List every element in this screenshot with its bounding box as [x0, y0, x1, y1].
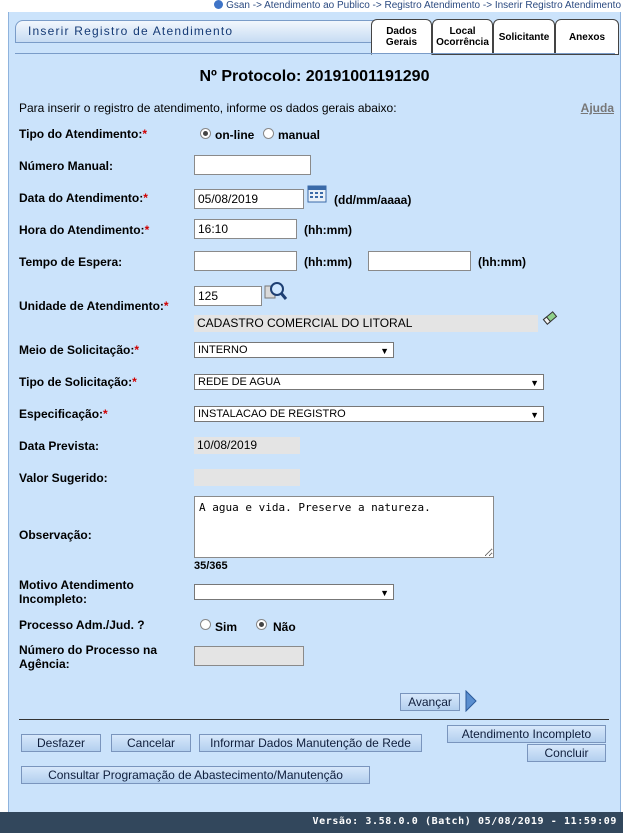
- meio-solicitacao-value: INTERNO: [198, 344, 248, 356]
- tab-anexos-label: Anexos: [568, 31, 606, 43]
- data-prevista-display: 10/08/2019: [194, 437, 300, 454]
- radio-processo-sim-label: Sim: [215, 620, 238, 634]
- footer-bar: [0, 812, 623, 833]
- tab-solicitante-label: Solicitante: [498, 31, 550, 43]
- breadcrumb: [214, 0, 621, 12]
- gsan-globe-icon: [214, 0, 223, 9]
- label-unidade-atendimento-text: Unidade de Atendimento:: [19, 299, 164, 313]
- label-tipo-solicitacao-text: Tipo de Solicitação:: [19, 375, 133, 389]
- label-observacao: Observação:: [19, 528, 92, 542]
- numero-processo-input: [194, 646, 304, 666]
- tab-solicitante[interactable]: [493, 19, 555, 55]
- informar-manutencao-button[interactable]: Informar Dados Manutenção de Rede: [199, 734, 422, 752]
- label-tipo-solicitacao: [19, 375, 137, 389]
- label-numero-processo-line2: Agência:: [19, 657, 70, 671]
- desfazer-button[interactable]: Desfazer: [21, 734, 101, 752]
- label-especificacao-text: Especificação:: [19, 407, 104, 421]
- label-motivo-line2: Incompleto:: [19, 592, 87, 606]
- radio-processo-nao-label: Não: [273, 620, 296, 634]
- page-title: Inserir Registro de Atendimento: [28, 24, 234, 38]
- required-mark: *: [163, 299, 169, 313]
- main-panel: [8, 12, 621, 812]
- magnifier-search-icon[interactable]: [264, 280, 288, 304]
- especificacao-value: INSTALACAO DE REGISTRO: [198, 408, 346, 420]
- dropdown-arrow-icon: ▼: [380, 346, 389, 356]
- intro-text: Para inserir o registro de atendimento, informe os dados gerais abaixo:: [19, 101, 397, 115]
- radio-online[interactable]: [200, 128, 211, 139]
- observacao-textarea[interactable]: [194, 496, 494, 558]
- tempo-espera-fim-hint: (hh:mm): [478, 255, 526, 269]
- label-data-atendimento: [19, 191, 148, 205]
- tab-anexos[interactable]: [555, 19, 619, 55]
- tab-dados-gerais-line2: Gerais: [385, 37, 418, 48]
- calendar-icon[interactable]: [307, 185, 327, 203]
- label-tipo-atendimento: [19, 127, 147, 141]
- label-processo: Processo Adm./Jud. ?: [19, 618, 145, 632]
- required-mark: *: [142, 127, 147, 141]
- eraser-clear-icon[interactable]: [542, 310, 558, 326]
- required-mark: *: [143, 191, 148, 205]
- dropdown-arrow-icon: ▼: [530, 410, 539, 420]
- tempo-espera-inicio-input[interactable]: [194, 251, 297, 271]
- label-numero-processo-line1: Número do Processo na: [19, 643, 158, 657]
- label-data-atendimento-text: Data do Atendimento:: [19, 191, 144, 205]
- breadcrumb-text: Gsan -> Atendimento ao Publico -> Registro Atendimento -> Inserir Registro Atendimento: [226, 0, 621, 11]
- unidade-nome-display: CADASTRO COMERCIAL DO LITORAL: [194, 315, 538, 332]
- required-mark: *: [103, 407, 108, 421]
- consultar-programacao-button[interactable]: Consultar Programação de Abastecimento/Manutenção: [21, 766, 370, 784]
- cancelar-button[interactable]: Cancelar: [111, 734, 191, 752]
- radio-manual[interactable]: [263, 128, 274, 139]
- date-format-hint: (dd/mm/aaaa): [334, 193, 412, 207]
- radio-manual-label: manual: [278, 128, 321, 142]
- required-mark: *: [134, 343, 140, 357]
- label-hora-atendimento: [19, 223, 149, 237]
- label-motivo-incompleto: [19, 578, 134, 606]
- meio-solicitacao-select[interactable]: [194, 342, 394, 358]
- label-numero-manual: Número Manual:: [19, 159, 114, 173]
- radio-processo-sim[interactable]: [200, 619, 211, 630]
- label-meio-solicitacao-text: Meio de Solicitação:: [19, 343, 135, 357]
- avancar-button[interactable]: Avançar: [400, 693, 460, 711]
- tipo-solicitacao-select[interactable]: [194, 374, 544, 390]
- version-text: Versão: 3.58.0.0 (Batch) 05/08/2019 - 11:59:09: [312, 816, 617, 827]
- tab-local-ocorrencia[interactable]: [432, 19, 493, 55]
- label-unidade-atendimento: [19, 299, 169, 313]
- protocol-number: Nº Protocolo: 20191001191290: [199, 68, 430, 85]
- tab-divider: [15, 53, 615, 54]
- unidade-codigo-input[interactable]: 125: [194, 286, 262, 306]
- label-tipo-atendimento-text: Tipo do Atendimento:: [19, 127, 143, 141]
- label-valor-sugerido: Valor Sugerido:: [19, 471, 108, 485]
- dropdown-arrow-icon: ▼: [380, 588, 389, 598]
- label-meio-solicitacao: [19, 343, 139, 357]
- tempo-espera-inicio-hint: (hh:mm): [304, 255, 352, 269]
- concluir-button[interactable]: Concluir: [527, 744, 606, 762]
- label-data-prevista: Data Prevista:: [19, 439, 100, 453]
- especificacao-select[interactable]: [194, 406, 544, 422]
- tab-dados-gerais-line1: Dados: [386, 26, 417, 37]
- numero-manual-input[interactable]: [194, 155, 311, 175]
- tipo-solicitacao-value: REDE DE AGUA: [198, 376, 281, 388]
- tab-local-ocorrencia-line1: Local: [449, 26, 476, 37]
- required-mark: *: [144, 223, 150, 237]
- tempo-espera-fim-input[interactable]: [368, 251, 471, 271]
- atendimento-incompleto-button[interactable]: Atendimento Incompleto: [447, 725, 606, 743]
- tab-local-ocorrencia-line2: Ocorrência: [436, 37, 489, 48]
- label-especificacao: [19, 407, 108, 421]
- data-atendimento-input[interactable]: 05/08/2019: [194, 189, 304, 209]
- help-link[interactable]: Ajuda: [580, 101, 614, 115]
- tab-dados-gerais[interactable]: [371, 19, 432, 55]
- radio-processo-nao[interactable]: [256, 619, 267, 630]
- dropdown-arrow-icon: ▼: [530, 378, 539, 388]
- label-numero-processo: [19, 643, 157, 671]
- arrow-right-icon[interactable]: [464, 690, 478, 712]
- label-hora-atendimento-text: Hora do Atendimento:: [19, 223, 145, 237]
- required-mark: *: [132, 375, 137, 389]
- hora-atendimento-input[interactable]: 16:10: [194, 219, 297, 239]
- observacao-char-count: 35/365: [194, 560, 228, 572]
- hour-format-hint: (hh:mm): [304, 223, 352, 237]
- motivo-incompleto-select[interactable]: [194, 584, 394, 600]
- label-tempo-espera: Tempo de Espera:: [19, 255, 123, 269]
- label-motivo-line1: Motivo Atendimento: [19, 578, 134, 592]
- radio-online-label: on-line: [215, 128, 255, 142]
- valor-sugerido-display: [194, 469, 300, 486]
- action-divider: [19, 719, 609, 720]
- title-bar: [15, 20, 375, 43]
